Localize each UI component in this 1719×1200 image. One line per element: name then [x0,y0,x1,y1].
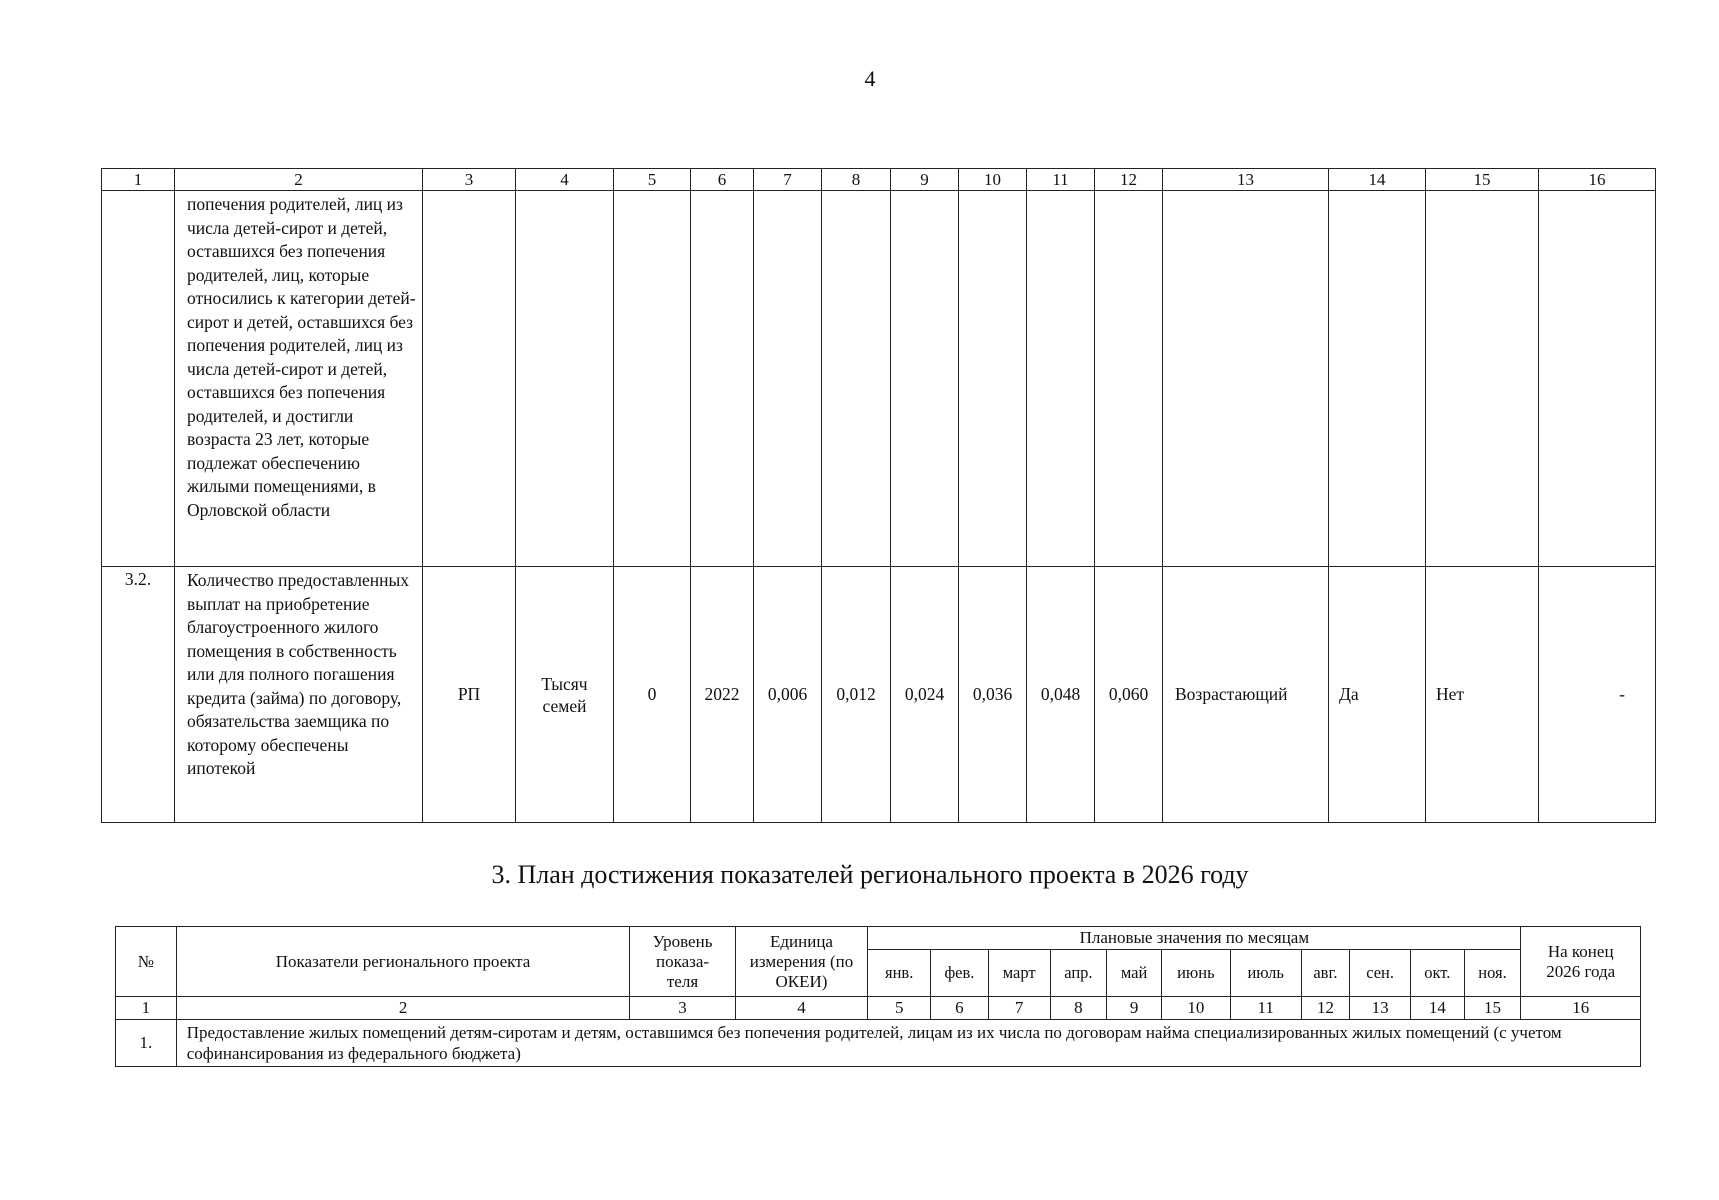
header-indicators: Показатели регионального проекта [176,927,630,997]
column-number: 10 [1161,997,1230,1020]
empty-cell [1329,191,1426,567]
section-title: 3. План достижения показателей регионального проекта в 2026 году [491,860,1249,889]
column-number: 4 [516,169,614,191]
indicator-level: РП [423,567,516,823]
column-number: 12 [1301,997,1350,1020]
indicators-table [101,168,1656,823]
column-number: 14 [1410,997,1464,1020]
row-number: 3.2. [102,567,175,823]
column-number: 5 [614,169,691,191]
column-number-row [102,169,1656,191]
row-number: 1. [116,1020,177,1067]
empty-cell [1163,191,1329,567]
header-end-of-year: На конец 2026 года [1521,927,1641,997]
empty-cell [754,191,822,567]
empty-cell [614,191,691,567]
value-cell: 0,006 [754,567,822,823]
empty-cell [423,191,516,567]
column-number: 6 [691,169,754,191]
column-number: 2 [175,169,423,191]
empty-cell [1539,191,1656,567]
column-number: 13 [1163,169,1329,191]
month-header: янв. [868,950,931,997]
base-year: 2022 [691,567,754,823]
plan-row-1 [116,1020,1641,1067]
value-cell: 0,036 [959,567,1027,823]
cell-col15: Нет [1426,567,1539,823]
value-cell: 0,012 [822,567,891,823]
column-number: 7 [988,997,1050,1020]
plan-table [115,926,1641,1067]
empty-cell [691,191,754,567]
column-number: 9 [891,169,959,191]
month-header: ноя. [1464,950,1521,997]
base-value: 0 [614,567,691,823]
empty-cell [1095,191,1163,567]
continuation-row [102,191,1656,567]
column-number: 11 [1027,169,1095,191]
cell-col14: Да [1329,567,1426,823]
indicator-row-3-2 [102,567,1656,823]
column-number: 16 [1521,997,1641,1020]
unit: Тысяч семей [516,567,614,823]
column-number: 13 [1350,997,1411,1020]
column-number: 11 [1230,997,1301,1020]
column-number: 15 [1426,169,1539,191]
column-number: 1 [102,169,175,191]
month-header: июнь [1161,950,1230,997]
empty-cell [516,191,614,567]
value-cell: 0,048 [1027,567,1095,823]
cell-col16: - [1539,567,1656,823]
column-number: 14 [1329,169,1426,191]
trend: Возрастающий [1163,567,1329,823]
column-number-row [116,997,1641,1020]
empty-cell [102,191,175,567]
empty-cell [891,191,959,567]
column-number: 3 [630,997,735,1020]
page-number: 4 [864,66,876,91]
column-number: 6 [931,997,989,1020]
column-number: 3 [423,169,516,191]
column-number: 1 [116,997,177,1020]
empty-cell [959,191,1027,567]
plan-row-text: Предоставление жилых помещений детям-сиротам и детям, оставшимся без попечения родителей, лицам из их числа по договорам найма специализированных жилых помещений (с учетом софинансирования из федерального бюджета) [176,1020,1640,1067]
value-cell: 0,024 [891,567,959,823]
month-header: сен. [1350,950,1411,997]
empty-cell [822,191,891,567]
plan-header-row [116,927,1641,950]
column-number: 7 [754,169,822,191]
column-number: 12 [1095,169,1163,191]
month-header: фев. [931,950,989,997]
empty-cell [1426,191,1539,567]
month-header: март [988,950,1050,997]
month-header: окт. [1410,950,1464,997]
month-header: июль [1230,950,1301,997]
column-number: 9 [1107,997,1162,1020]
column-number: 16 [1539,169,1656,191]
month-header: май [1107,950,1162,997]
indicator-name-continued: попечения родителей, лиц из числа детей-сирот и детей, оставшихся без попечения родителей, лиц, которые относились к категории детей-сирот и детей, оставшихся без попечения родителей, лиц из числа детей-сирот и детей, оставшихся без попечения родителей, и достигли возраста 23 лет, которые подлежат обеспечению жилыми помещениями, в Орловской области [175,191,423,567]
header-num: № [116,927,177,997]
column-number: 8 [822,169,891,191]
column-number: 10 [959,169,1027,191]
header-planned-values: Плановые значения по месяцам [868,927,1521,950]
empty-cell [1027,191,1095,567]
month-header: авг. [1301,950,1350,997]
header-level: Уровень показа-теля [630,927,735,997]
month-header: апр. [1050,950,1107,997]
value-cell: 0,060 [1095,567,1163,823]
column-number: 15 [1464,997,1521,1020]
column-number: 2 [176,997,630,1020]
header-unit: Единица измерения (по ОКЕИ) [735,927,868,997]
column-number: 5 [868,997,931,1020]
indicator-name: Количество предоставленных выплат на приобретение благоустроенного жилого помещения в собственность или для полного погашения кредита (займа) по договору, обязательства заемщика по которому обеспечены ипотекой [175,567,423,823]
column-number: 4 [735,997,868,1020]
column-number: 8 [1050,997,1107,1020]
